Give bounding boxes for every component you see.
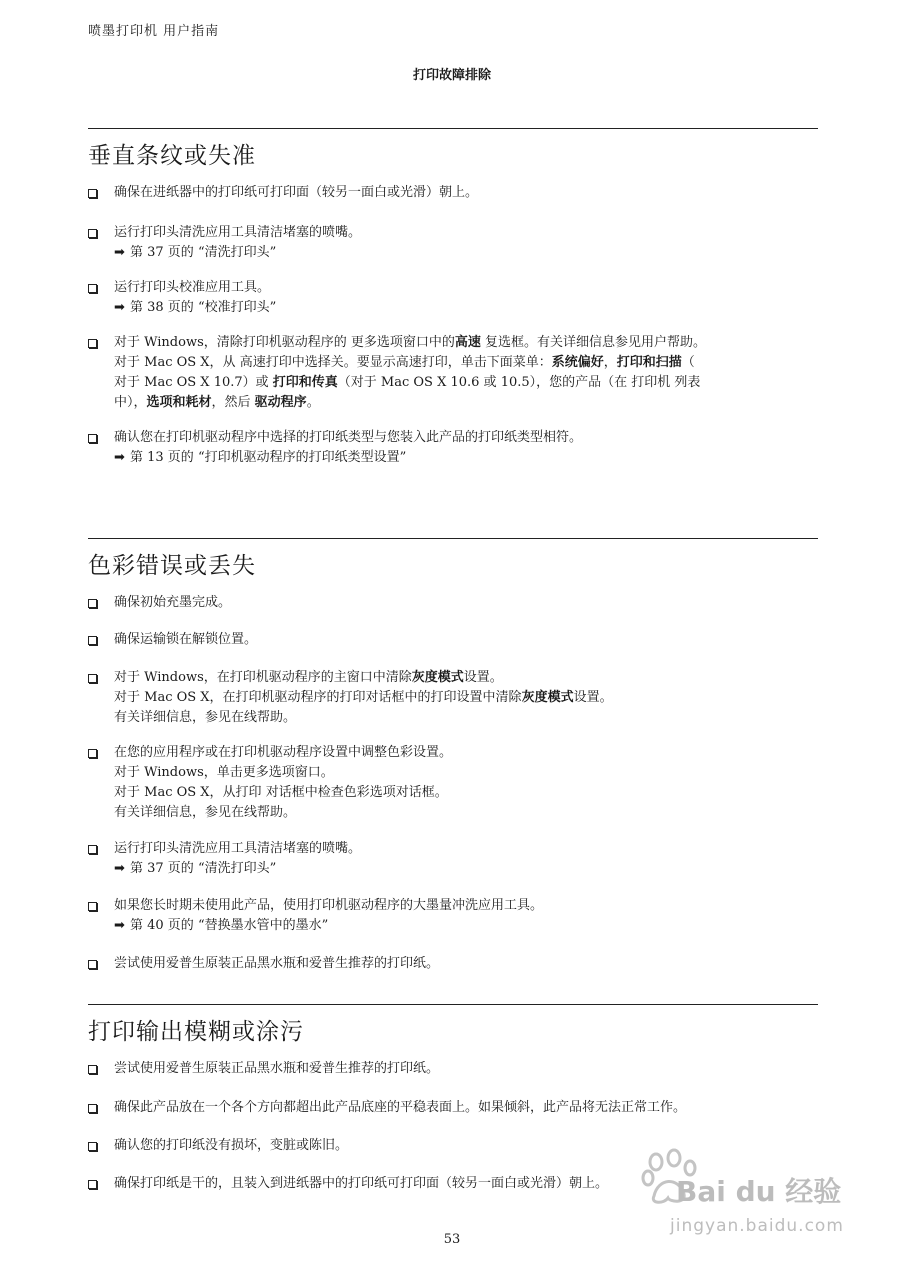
checkbox-icon <box>88 960 97 969</box>
checkbox-icon <box>88 189 97 198</box>
cross-reference-link[interactable] <box>114 448 818 468</box>
section-heading: 打印输出模糊或涂污 <box>88 1019 304 1045</box>
item-text-line: 对于 Mac OS X，在打印机驱动程序的打印对话框中的打印设置中清除灰度模式设置。 <box>114 690 613 705</box>
item-text: 确保运输锁在解锁位置。 <box>114 632 258 647</box>
reference-text: 第 37 页的 “清洗打印头” <box>130 245 277 260</box>
checkbox-icon <box>88 902 97 911</box>
list-item <box>88 1098 818 1118</box>
item-text-line: 中），选项和耗材，然后 驱动程序。 <box>114 395 320 410</box>
section-divider <box>88 538 818 539</box>
cross-reference-link[interactable] <box>114 243 818 263</box>
list-item <box>88 954 818 974</box>
list-item <box>88 839 818 879</box>
cross-reference-link[interactable] <box>114 298 818 318</box>
item-text-line: 对于 Mac OS X，从 高速打印中选择关。要显示高速打印，单击下面菜单：系统偏好，打印和扫描（ <box>114 355 695 370</box>
list-item <box>88 183 818 203</box>
arrow-right-icon: ➡ <box>114 300 125 315</box>
list-item <box>88 630 818 650</box>
checkbox-icon <box>88 599 97 608</box>
item-text: 运行打印头校准应用工具。 <box>114 280 271 295</box>
list-item <box>88 223 818 263</box>
item-text-line: 对于 Windows，单击更多选项窗口。 <box>114 765 334 780</box>
reference-text: 第 38 页的 “校准打印头” <box>130 300 277 315</box>
section-heading: 色彩错误或丢失 <box>88 553 256 579</box>
checkbox-icon <box>88 845 97 854</box>
arrow-right-icon: ➡ <box>114 245 125 260</box>
checkbox-icon <box>88 229 97 238</box>
list-item <box>88 333 818 413</box>
section-heading: 垂直条纹或失准 <box>88 143 256 169</box>
section-color-errors <box>88 538 818 971</box>
item-text-line: 对于 Mac OS X 10.7）或 打印和传真（对于 Mac OS X 10.6 或 10.5），您的产品（在 打印机 列表 <box>114 375 701 390</box>
item-text: 确认您的打印纸没有损坏，变脏或陈旧。 <box>114 1138 349 1153</box>
checkbox-icon <box>88 1180 97 1189</box>
arrow-right-icon: ➡ <box>114 918 125 933</box>
item-text-line: 对于 Mac OS X，从打印 对话框中检查色彩选项对话框。 <box>114 785 448 800</box>
item-text-line: 在您的应用程序或在打印机驱动程序设置中调整色彩设置。 <box>114 745 453 760</box>
header-title: 喷墨打印机 用户指南 <box>88 24 220 39</box>
list-item <box>88 668 818 728</box>
page-number: 53 <box>443 1232 461 1247</box>
item-text: 确保打印纸是干的，且装入到进纸器中的打印纸可打印面（较另一面白或光滑）朝上。 <box>114 1176 609 1191</box>
reference-text: 第 40 页的 “替换墨水管中的墨水” <box>130 918 329 933</box>
item-text: 运行打印头清洗应用工具清洁堵塞的喷嘴。 <box>114 841 362 856</box>
section-vertical-banding <box>88 128 818 465</box>
list-item <box>88 896 818 936</box>
reference-text: 第 13 页的 “打印机驱动程序的打印纸类型设置” <box>130 450 407 465</box>
cross-reference-link[interactable] <box>114 859 818 879</box>
checkbox-icon <box>88 749 97 758</box>
item-text-line: 对于 Windows，清除打印机驱动程序的 更多选项窗口中的高速 复选框。有关详细信息参见用户帮助。 <box>114 335 707 350</box>
checkbox-icon <box>88 284 97 293</box>
item-text: 尝试使用爱普生原装正品黑水瓶和爱普生推荐的打印纸。 <box>114 956 440 971</box>
section-divider <box>88 128 818 129</box>
checkbox-icon <box>88 339 97 348</box>
item-text: 确保初始充墨完成。 <box>114 595 232 610</box>
cross-reference-link[interactable] <box>114 916 818 936</box>
item-text: 确认您在打印机驱动程序中选择的打印纸类型与您装入此产品的打印纸类型相符。 <box>114 430 583 445</box>
watermark-logo-text: Bai du 经验 <box>676 1175 842 1208</box>
arrow-right-icon: ➡ <box>114 861 125 876</box>
checkbox-icon <box>88 1065 97 1074</box>
list-item <box>88 593 818 613</box>
reference-text: 第 37 页的 “清洗打印头” <box>130 861 277 876</box>
item-text: 如果您长时期未使用此产品，使用打印机驱动程序的大墨量冲洗应用工具。 <box>114 898 544 913</box>
section-blurry-output <box>88 1004 818 1191</box>
item-text: 确保此产品放在一个各个方向都超出此产品底座的平稳表面上。如果倾斜，此产品将无法正常工作。 <box>114 1100 687 1115</box>
checkbox-icon <box>88 1142 97 1151</box>
arrow-right-icon: ➡ <box>114 450 125 465</box>
item-text-line: 有关详细信息，参见在线帮助。 <box>114 710 297 725</box>
section-divider <box>88 1004 818 1005</box>
checkbox-icon <box>88 1104 97 1113</box>
watermark-url: jingyan.baidu.com <box>670 1216 844 1236</box>
item-text: 确保在进纸器中的打印纸可打印面（较另一面白或光滑）朝上。 <box>114 185 479 200</box>
checkbox-icon <box>88 674 97 683</box>
item-text-line: 有关详细信息，参见在线帮助。 <box>114 805 297 820</box>
item-text: 尝试使用爱普生原装正品黑水瓶和爱普生推荐的打印纸。 <box>114 1061 440 1076</box>
item-text-line: 对于 Windows，在打印机驱动程序的主窗口中清除灰度模式设置。 <box>114 670 503 685</box>
list-item <box>88 743 818 823</box>
list-item <box>88 1059 818 1079</box>
item-text: 运行打印头清洗应用工具清洁堵塞的喷嘴。 <box>114 225 362 240</box>
chapter-title: 打印故障排除 <box>412 68 491 83</box>
list-item <box>88 428 818 468</box>
list-item <box>88 278 818 318</box>
checkbox-icon <box>88 434 97 443</box>
checkbox-icon <box>88 636 97 645</box>
